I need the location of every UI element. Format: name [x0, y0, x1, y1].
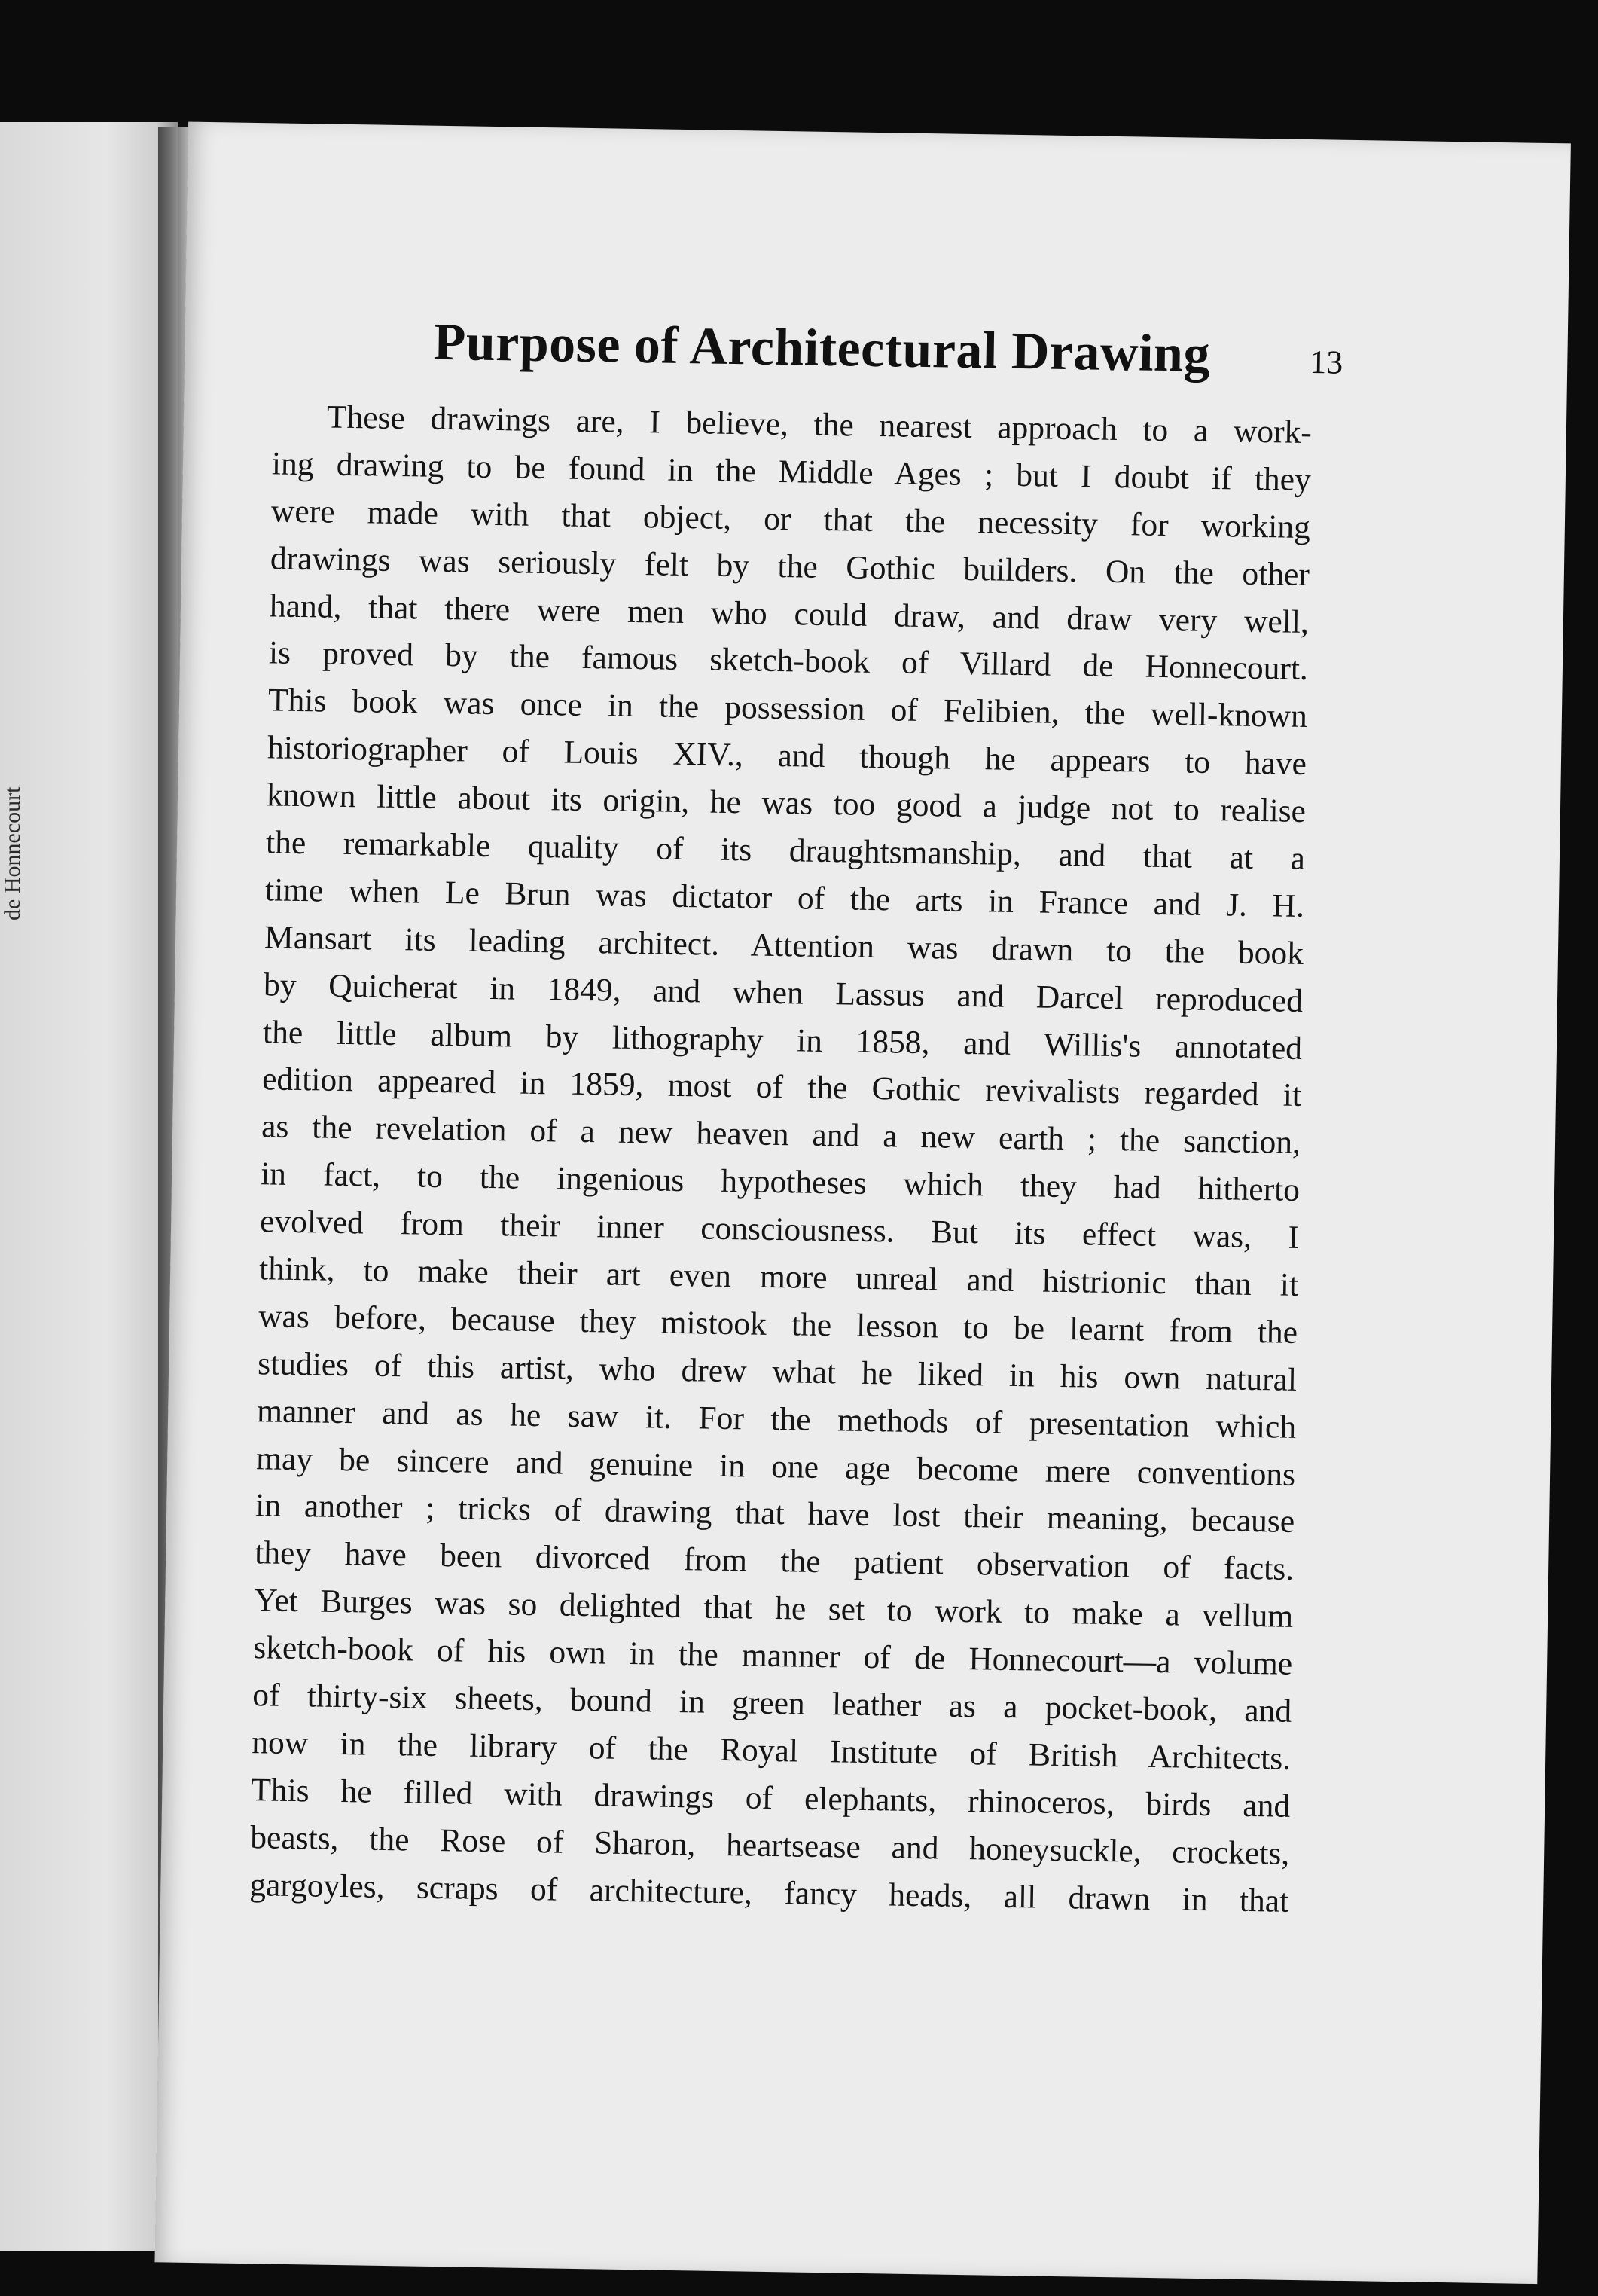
text-line: in another ; tricks of drawing that have lost their meaning, because: [255, 1487, 1295, 1540]
text-line: as the revelation of a new heaven and a new earth ; the sanction,: [261, 1108, 1301, 1162]
text-line: in fact, to the ingenious hypotheses which they had hitherto: [260, 1156, 1301, 1209]
side-running-head: de Honnecourt: [0, 786, 25, 921]
text-line: is proved by the famous sketch-book of Villard de Honnecourt.: [268, 634, 1309, 688]
previous-page-edge: [0, 122, 178, 2251]
text-line: drawings was seriously felt by the Gothic builders. On the other: [270, 540, 1310, 593]
text-line: gargoyles, scraps of architecture, fancy heads, all drawn in that: [249, 1866, 1289, 1919]
text-line: beasts, the Rose of Sharon, heartsease and honeysuckle, crockets,: [249, 1818, 1290, 1872]
text-line: ing drawing to be found in the Middle Ages ; but I doubt if they: [271, 445, 1312, 498]
page-number: 13: [1309, 343, 1343, 381]
text-line: now in the library of the Royal Institute of British Architects.: [251, 1724, 1292, 1777]
text-line: historiographer of Louis XIV., and though he appears to have: [267, 729, 1307, 783]
text-line: think, to make their art even more unreal and histrionic than it: [258, 1250, 1299, 1303]
text-line: sketch-book of his own in the manner of de Honnecourt—a volume: [252, 1629, 1293, 1683]
text-line: of thirty-six sheets, bound in green leather as a pocket-book, and: [252, 1677, 1292, 1730]
text-line: Yet Burges was so delighted that he set to work to make a vellum: [253, 1582, 1294, 1635]
text-line: known little about its origin, he was too good a judge not to realise: [266, 777, 1307, 830]
text-line: evolved from their inner consciousness. But its effect was, I: [259, 1203, 1300, 1256]
text-line: hand, that there were men who could draw, and draw very well,: [269, 587, 1310, 640]
page-heading: Purpose of Architectural Drawing: [432, 313, 1211, 383]
book-page: [154, 122, 1570, 2284]
text-line: These drawings are, I believe, the nearest approach to a work-: [326, 398, 1313, 451]
body-paragraph: [249, 392, 1312, 1925]
text-line: Mansart its leading architect. Attention was drawn to the book: [264, 919, 1304, 972]
text-line: studies of this artist, who drew what he liked in his own natural: [257, 1345, 1298, 1398]
text-line: edition appeared in 1859, most of the Gothic revivalists regarded it: [261, 1061, 1302, 1114]
text-line: may be sincere and genuine in one age become mere conventions: [255, 1440, 1296, 1493]
text-line: time when Le Brun was dictator of the arts in France and J. H.: [264, 872, 1305, 924]
text-line: This book was once in the possession of Felibien, the well-known: [267, 682, 1308, 735]
text-line: the remarkable quality of its draughtsmanship, and that at a: [265, 824, 1306, 878]
text-line: by Quicherat in 1849, and when Lassus and Darcel reproduced: [263, 966, 1304, 1019]
text-line: were made with that object, or that the necessity for working: [270, 493, 1311, 545]
text-line: the little album by lithography in 1858, and Willis's annotated: [262, 1013, 1303, 1067]
text-line: was before, because they mistook the lesson to be learnt from the: [258, 1298, 1298, 1351]
text-line: manner and as he saw it. For the methods of presentation which: [256, 1392, 1297, 1446]
text-line: This he filled with drawings of elephants, rhinoceros, birds and: [250, 1771, 1291, 1824]
text-line: they have been divorced from the patient observation of facts.: [254, 1534, 1295, 1588]
